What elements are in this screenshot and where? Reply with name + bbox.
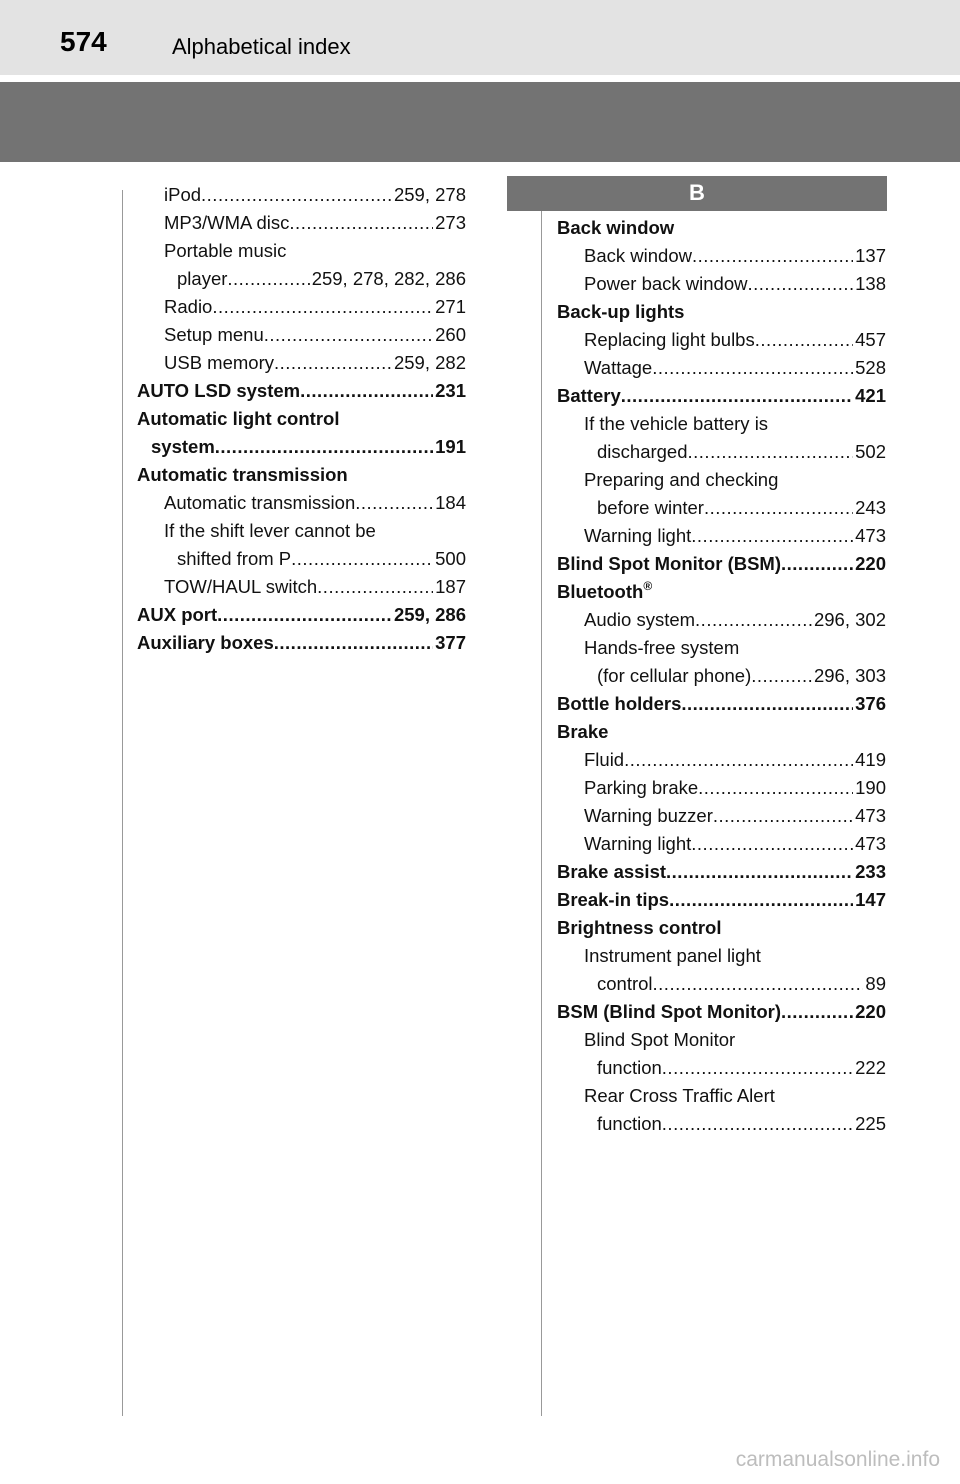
page-title: Alphabetical index bbox=[172, 34, 351, 59]
index-entry[interactable]: Fluid ..... 419 bbox=[557, 746, 886, 774]
index-column-left bbox=[137, 181, 466, 657]
index-entry[interactable]: Wattage ..... 528 bbox=[557, 354, 886, 382]
index-entry[interactable]: Parking brake ..... 190 bbox=[557, 774, 886, 802]
index-entry-heading: Hands-free system bbox=[584, 637, 740, 658]
index-entry-main-heading: Brake bbox=[557, 721, 609, 742]
index-entry-main[interactable]: Bottle holders ..... 376 bbox=[557, 690, 886, 718]
registered-mark: ® bbox=[643, 578, 653, 593]
index-entry[interactable]: Automatic transmission ..... 184 bbox=[137, 489, 466, 517]
index-entry-main[interactable]: AUTO LSD system ..... 231 bbox=[137, 377, 466, 405]
index-entry-main[interactable]: system ..... 191 bbox=[137, 433, 466, 461]
index-entry[interactable]: control ..... 89 bbox=[557, 970, 886, 998]
section-header-b: B bbox=[507, 176, 887, 211]
index-entry-main[interactable]: Break-in tips ..... 147 bbox=[557, 886, 886, 914]
index-entry[interactable]: Replacing light bulbs ..... 457 bbox=[557, 326, 886, 354]
index-entry[interactable]: function ..... 222 bbox=[557, 1054, 886, 1082]
header-band bbox=[0, 82, 960, 162]
index-entry[interactable]: Warning light ..... 473 bbox=[557, 522, 886, 550]
index-entry[interactable]: before winter ..... 243 bbox=[557, 494, 886, 522]
index-entry-main[interactable]: Blind Spot Monitor (BSM) ..... 220 bbox=[557, 550, 886, 578]
index-entry[interactable]: function ..... 225 bbox=[557, 1110, 886, 1138]
watermark: carmanualsonline.info bbox=[735, 1448, 940, 1471]
index-entry-heading: Blind Spot Monitor bbox=[584, 1029, 736, 1050]
index-entry[interactable]: Power back window ..... 138 bbox=[557, 270, 886, 298]
index-entry-main-heading: Brightness control bbox=[557, 917, 722, 938]
index-entry-heading: Instrument panel light bbox=[584, 945, 761, 966]
index-entry-heading: Portable music bbox=[164, 240, 287, 261]
page-number: 574 bbox=[60, 26, 107, 57]
index-entry[interactable]: player ..... 259, 278, 282, 286 bbox=[137, 265, 466, 293]
index-entry[interactable]: shifted from P ..... 500 bbox=[137, 545, 466, 573]
index-entry[interactable]: USB memory ..... 259, 282 bbox=[137, 349, 466, 377]
index-entry-heading: Preparing and checking bbox=[584, 469, 779, 490]
index-entry[interactable]: (for cellular phone) ..... 296, 303 bbox=[557, 662, 886, 690]
index-entry-main[interactable]: Brake assist ..... 233 bbox=[557, 858, 886, 886]
index-entry-main-heading: Back-up lights bbox=[557, 301, 685, 322]
index-entry-main-heading: Automatic transmission bbox=[137, 464, 348, 485]
index-entry-main[interactable]: BSM (Blind Spot Monitor) ..... 220 bbox=[557, 998, 886, 1026]
index-entry-heading: If the vehicle battery is bbox=[584, 413, 769, 434]
page-header-bar bbox=[0, 0, 960, 75]
index-entry[interactable]: TOW/HAUL switch ..... 187 bbox=[137, 573, 466, 601]
left-column-rule bbox=[122, 190, 123, 1416]
index-entry[interactable]: Radio ..... 271 bbox=[137, 293, 466, 321]
index-entry[interactable]: Warning light ..... 473 bbox=[557, 830, 886, 858]
index-entry[interactable]: Back window ..... 137 bbox=[557, 242, 886, 270]
index-entry-heading: Rear Cross Traffic Alert bbox=[584, 1085, 775, 1106]
index-entry-heading: If the shift lever cannot be bbox=[164, 520, 376, 541]
index-entry[interactable]: Warning buzzer ..... 473 bbox=[557, 802, 886, 830]
index-entry-main[interactable]: AUX port ..... 259, 286 bbox=[137, 601, 466, 629]
index-entry-main[interactable]: Battery ..... 421 bbox=[557, 382, 886, 410]
index-entry-main[interactable]: Auxiliary boxes ..... 377 bbox=[137, 629, 466, 657]
index-entry-main-heading: Back window bbox=[557, 217, 675, 238]
index-column-right bbox=[557, 214, 886, 1138]
index-entry-main-heading: Automatic light control bbox=[137, 408, 340, 429]
index-entry[interactable]: MP3/WMA disc ..... 273 bbox=[137, 209, 466, 237]
right-column-rule bbox=[541, 190, 542, 1416]
index-entry[interactable]: Setup menu ..... 260 bbox=[137, 321, 466, 349]
index-entry[interactable]: Audio system ..... 296, 302 bbox=[557, 606, 886, 634]
index-entry[interactable]: iPod ..... 259, 278 bbox=[137, 181, 466, 209]
index-entry-main-heading: Bluetooth® bbox=[557, 578, 653, 602]
index-entry[interactable]: discharged ..... 502 bbox=[557, 438, 886, 466]
